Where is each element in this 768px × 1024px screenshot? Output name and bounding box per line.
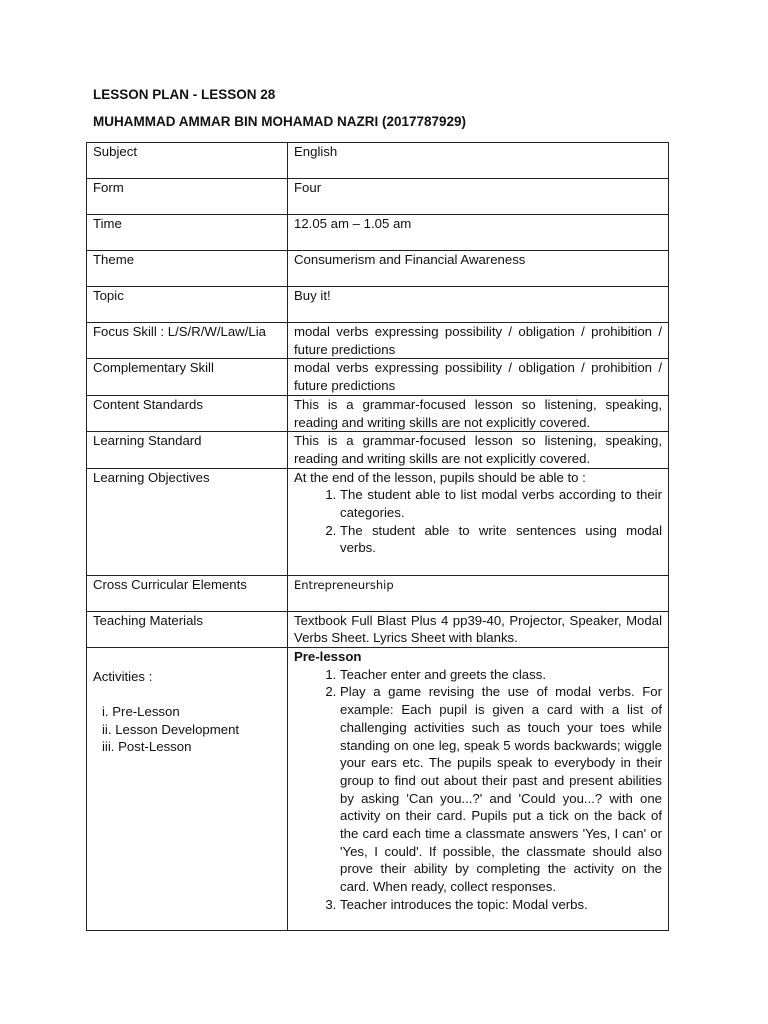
content-standards-value: This is a grammar-focused lesson so listening, speaking, reading and writing skills are not explicitly covered.: [288, 395, 669, 431]
row-topic: [87, 287, 669, 323]
learning-standard-value: This is a grammar-focused lesson so listening, speaking, reading and writing skills are not explicitly covered.: [288, 432, 669, 468]
subject-value: English: [288, 143, 669, 179]
activities-value: [288, 648, 669, 931]
complementary-skill-label: Complementary Skill: [87, 359, 288, 395]
row-focus-skill: [87, 323, 669, 359]
form-label: Form: [87, 179, 288, 215]
topic-value: Buy it!: [288, 287, 669, 323]
row-form: [87, 179, 669, 215]
objective-item: 1. The student able to list modal verbs according to their categories.: [340, 486, 662, 521]
time-value: 12.05 am – 1.05 am: [288, 215, 669, 251]
pre-lesson-list: [294, 666, 662, 914]
teaching-materials-value: Textbook Full Blast Plus 4 pp39-40, Projector, Speaker, Modal Verbs Sheet. Lyrics Sheet with blanks.: [288, 611, 669, 647]
row-learning-objectives: [87, 468, 669, 575]
learning-objectives-label: Learning Objectives: [87, 468, 288, 575]
theme-label: Theme: [87, 251, 288, 287]
objectives-list: [294, 486, 662, 557]
row-complementary-skill: [87, 359, 669, 395]
activities-label-cell: [87, 648, 288, 931]
objectives-intro: At the end of the lesson, pupils should be able to :: [294, 469, 586, 485]
pre-lesson-item: 1. Teacher enter and greets the class.: [340, 666, 662, 684]
pre-lesson-item: 2. Play a game revising the use of modal verbs. For example: Each pupil is given a card with a list of challenging activities such as touch your toes while standing on one leg, speak 5 words backwards; wiggle your ears etc. The pupils speak to everybody in their group to find out about their past and present abilities by asking 'Can you...?' and 'Could you...? with one activity on their card. Pupils put a tick on the back of the card each time a classmate answers 'Yes, I can' or 'Yes, I could'. If possible, the classmate should also prove their ability by completing the activity on the card. When ready, collect responses.: [340, 683, 662, 895]
focus-skill-label: Focus Skill : L/S/R/W/Law/Lia: [87, 323, 288, 359]
row-learning-standard: [87, 432, 669, 468]
row-time: [87, 215, 669, 251]
page-title: LESSON PLAN - LESSON 28: [93, 87, 276, 102]
topic-label: Topic: [87, 287, 288, 323]
activity-stages: [93, 703, 281, 756]
cross-curricular-label: Cross Curricular Elements: [87, 575, 288, 611]
content-standards-label: Content Standards: [87, 395, 288, 431]
focus-skill-value: modal verbs expressing possibility / obligation / prohibition / future predictions: [288, 323, 669, 359]
stage-item: i. Pre-Lesson: [102, 703, 180, 719]
time-label: Time: [87, 215, 288, 251]
row-cross-curricular: [87, 575, 669, 611]
stage-item: iii. Post-Lesson: [102, 739, 192, 755]
learning-standard-label: Learning Standard: [87, 432, 288, 468]
lesson-plan-table: [86, 142, 669, 931]
row-teaching-materials: [87, 611, 669, 647]
activities-label: Activities :: [93, 669, 153, 685]
pre-lesson-item: 3. Teacher introduces the topic: Modal verbs.: [340, 896, 662, 914]
subject-label: Subject: [87, 143, 288, 179]
row-activities: [87, 648, 669, 931]
theme-value: Consumerism and Financial Awareness: [288, 251, 669, 287]
pre-lesson-heading: Pre-lesson: [294, 649, 362, 665]
objective-item: 2. The student able to write sentences using modal verbs.: [340, 522, 662, 557]
row-content-standards: [87, 395, 669, 431]
teaching-materials-label: Teaching Materials: [87, 611, 288, 647]
row-theme: [87, 251, 669, 287]
form-value: Four: [288, 179, 669, 215]
stage-item: ii. Lesson Development: [102, 721, 240, 737]
row-subject: [87, 143, 669, 179]
author-name: MUHAMMAD AMMAR BIN MOHAMAD NAZRI (2017787929): [93, 114, 467, 129]
cross-curricular-text: Entrepreneurship: [294, 577, 394, 592]
learning-objectives-value: [288, 468, 669, 575]
cross-curricular-value: [288, 575, 669, 611]
complementary-skill-value: modal verbs expressing possibility / obligation / prohibition / future predictions: [288, 359, 669, 395]
